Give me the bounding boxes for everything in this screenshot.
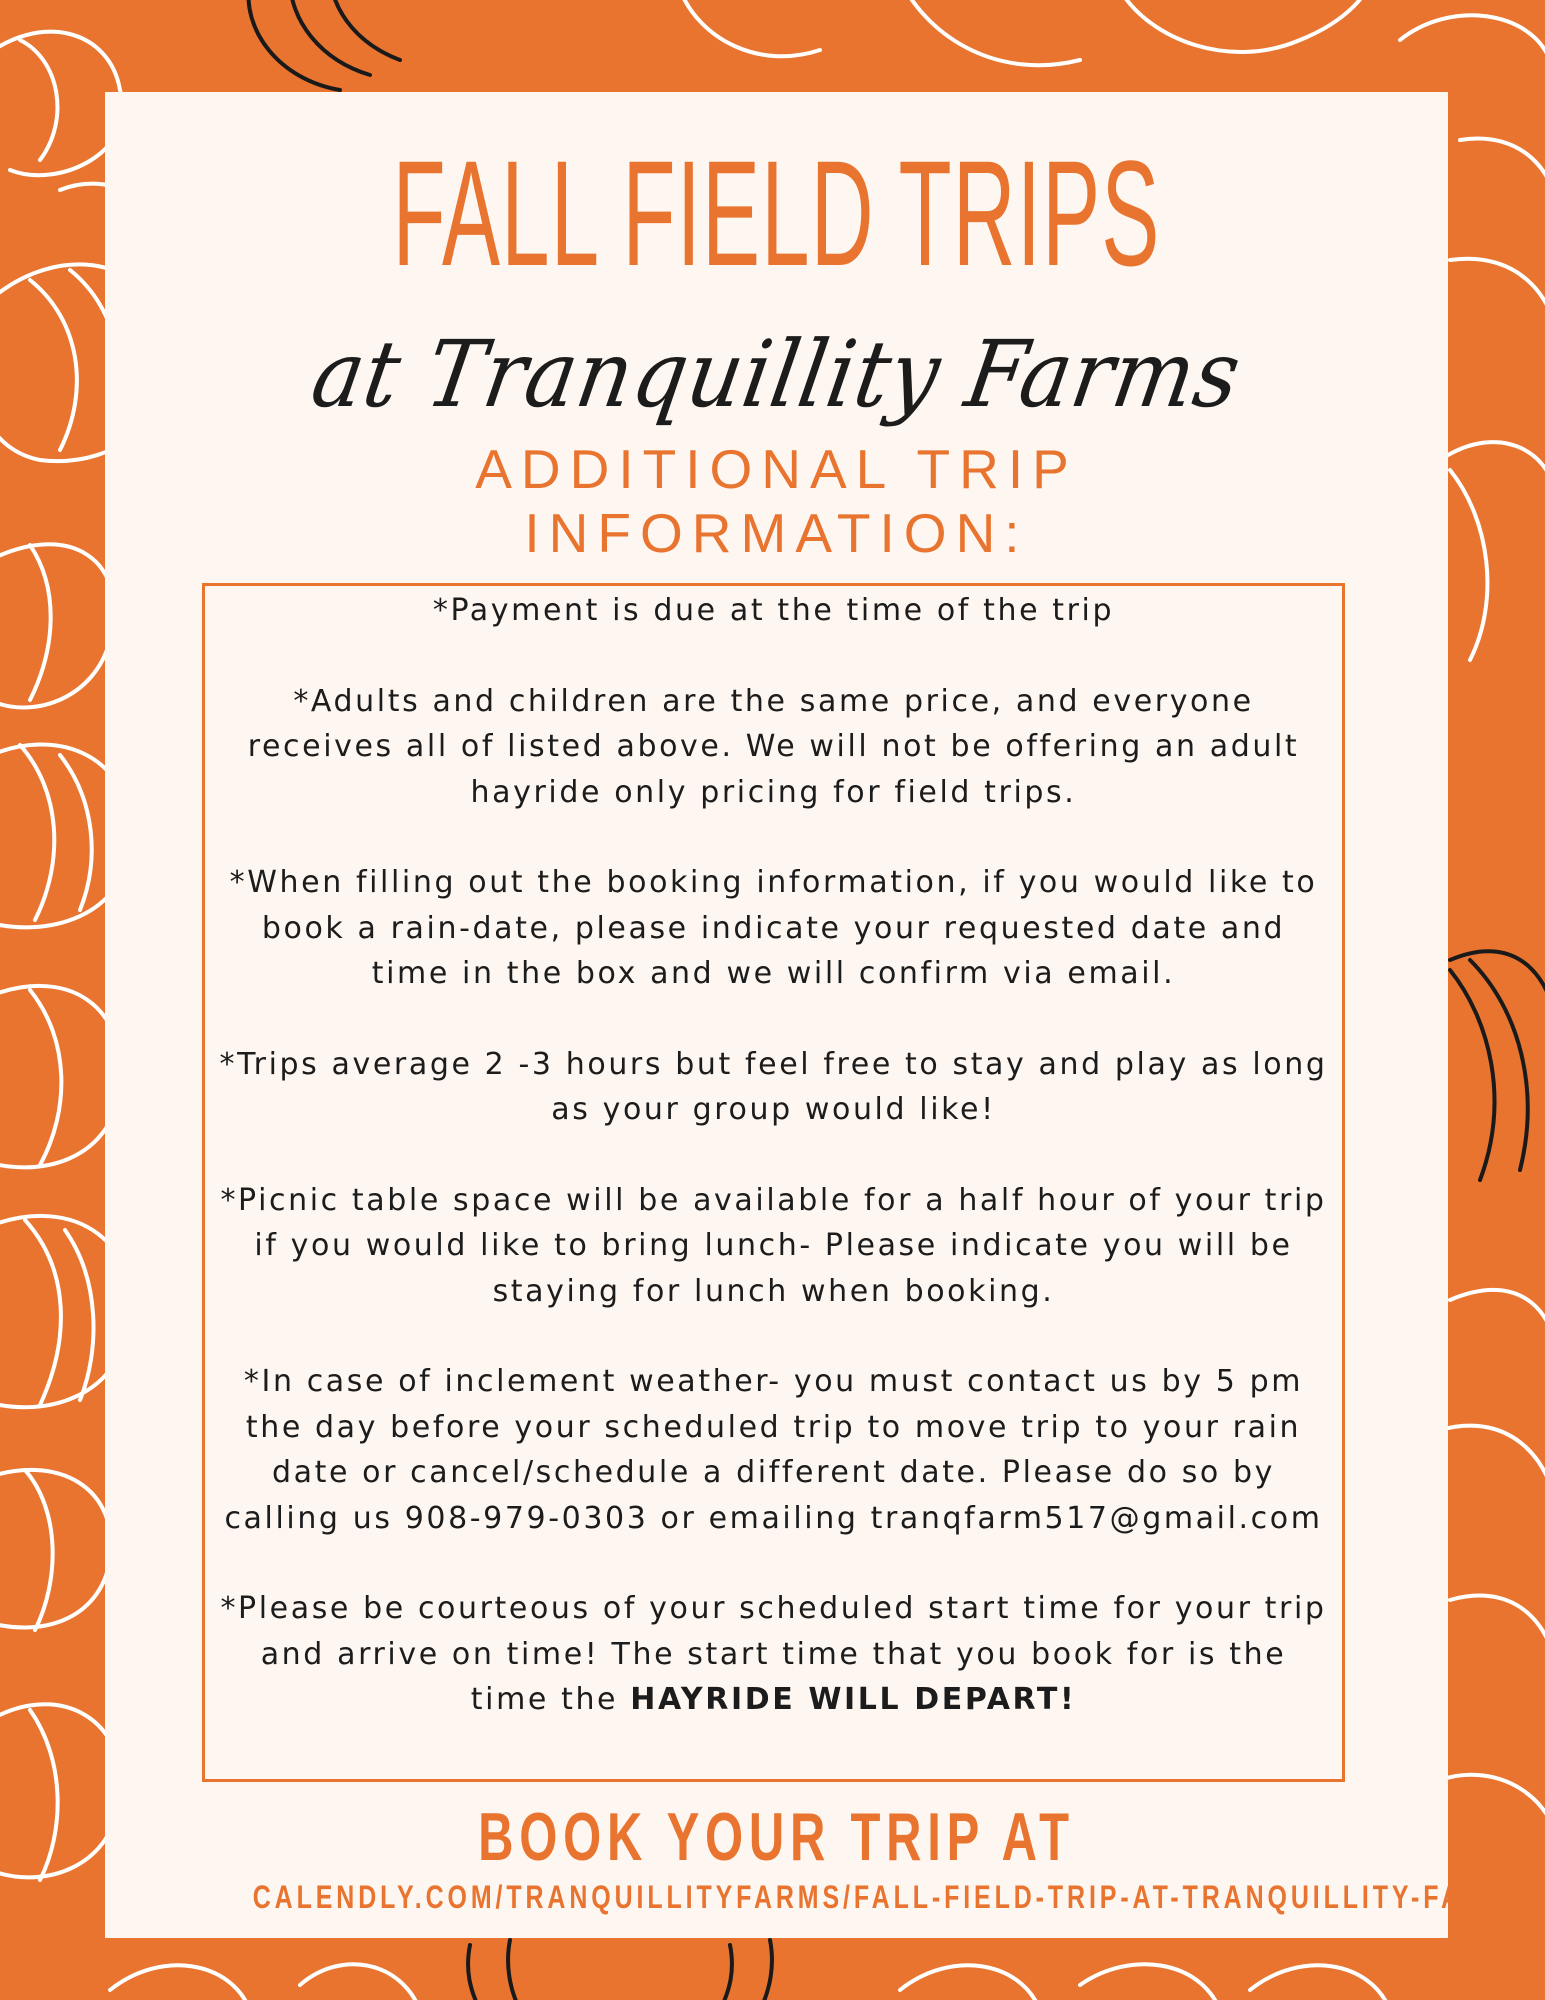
info-payment: *Payment is due at the time of the trip (432, 593, 1115, 628)
booking-url-link[interactable]: CALENDLY.COM/TRANQUILLITYFARMS/FALL-FIELD-TRIP-AT-TRANQUILLITY-FARMS (252, 1879, 1531, 1915)
info-duration: *Trips average 2 -3 hours but feel free to stay and play as long as your group would like! (219, 1046, 1328, 1127)
info-pricing: *Adults and children are the same price, and everyone receives all of listed above. We will not be offering an adult hayride only pricing for field trips. (247, 683, 1300, 810)
info-rain-date: *When filling out the booking information, if you would like to book a rain-date, please indicate your requested date and time in the box and we will confirm via email. (229, 865, 1318, 991)
booking-cta: BOOK YOUR TRIP AT (478, 1799, 1075, 1875)
page-title: FALL FIELD TRIPS (392, 129, 1161, 297)
info-box (202, 583, 1345, 1782)
info-weather: *In case of inclement weather- you must contact us by 5 pm the day before your scheduled trip to move trip to your rain date or cancel/schedule a different date. Please do so by calling us 908-979-0303 or emailing tranqfarm517@gmail.com (224, 1364, 1323, 1536)
info-courtesy (217, 1586, 1330, 1723)
info-courtesy-emphasis: HAYRIDE WILL DEPART! (630, 1682, 1077, 1717)
content-panel (105, 92, 1531, 1938)
section-heading (105, 437, 1448, 565)
info-courtesy-text: *Please be courteous of your scheduled start time for your trip and arrive on time! The start time that you book for is the time the (220, 1591, 1327, 1717)
info-picnic: *Picnic table space will be available for a half hour of your trip if you would like to bring lunch- Please indicate you will be staying for lunch when booking. (220, 1182, 1327, 1309)
script-subtitle: at Tranquillity Farms (304, 321, 1249, 428)
section-heading-line-2: INFORMATION: (524, 502, 1029, 564)
section-heading-line-1: ADDITIONAL TRIP (475, 438, 1078, 500)
